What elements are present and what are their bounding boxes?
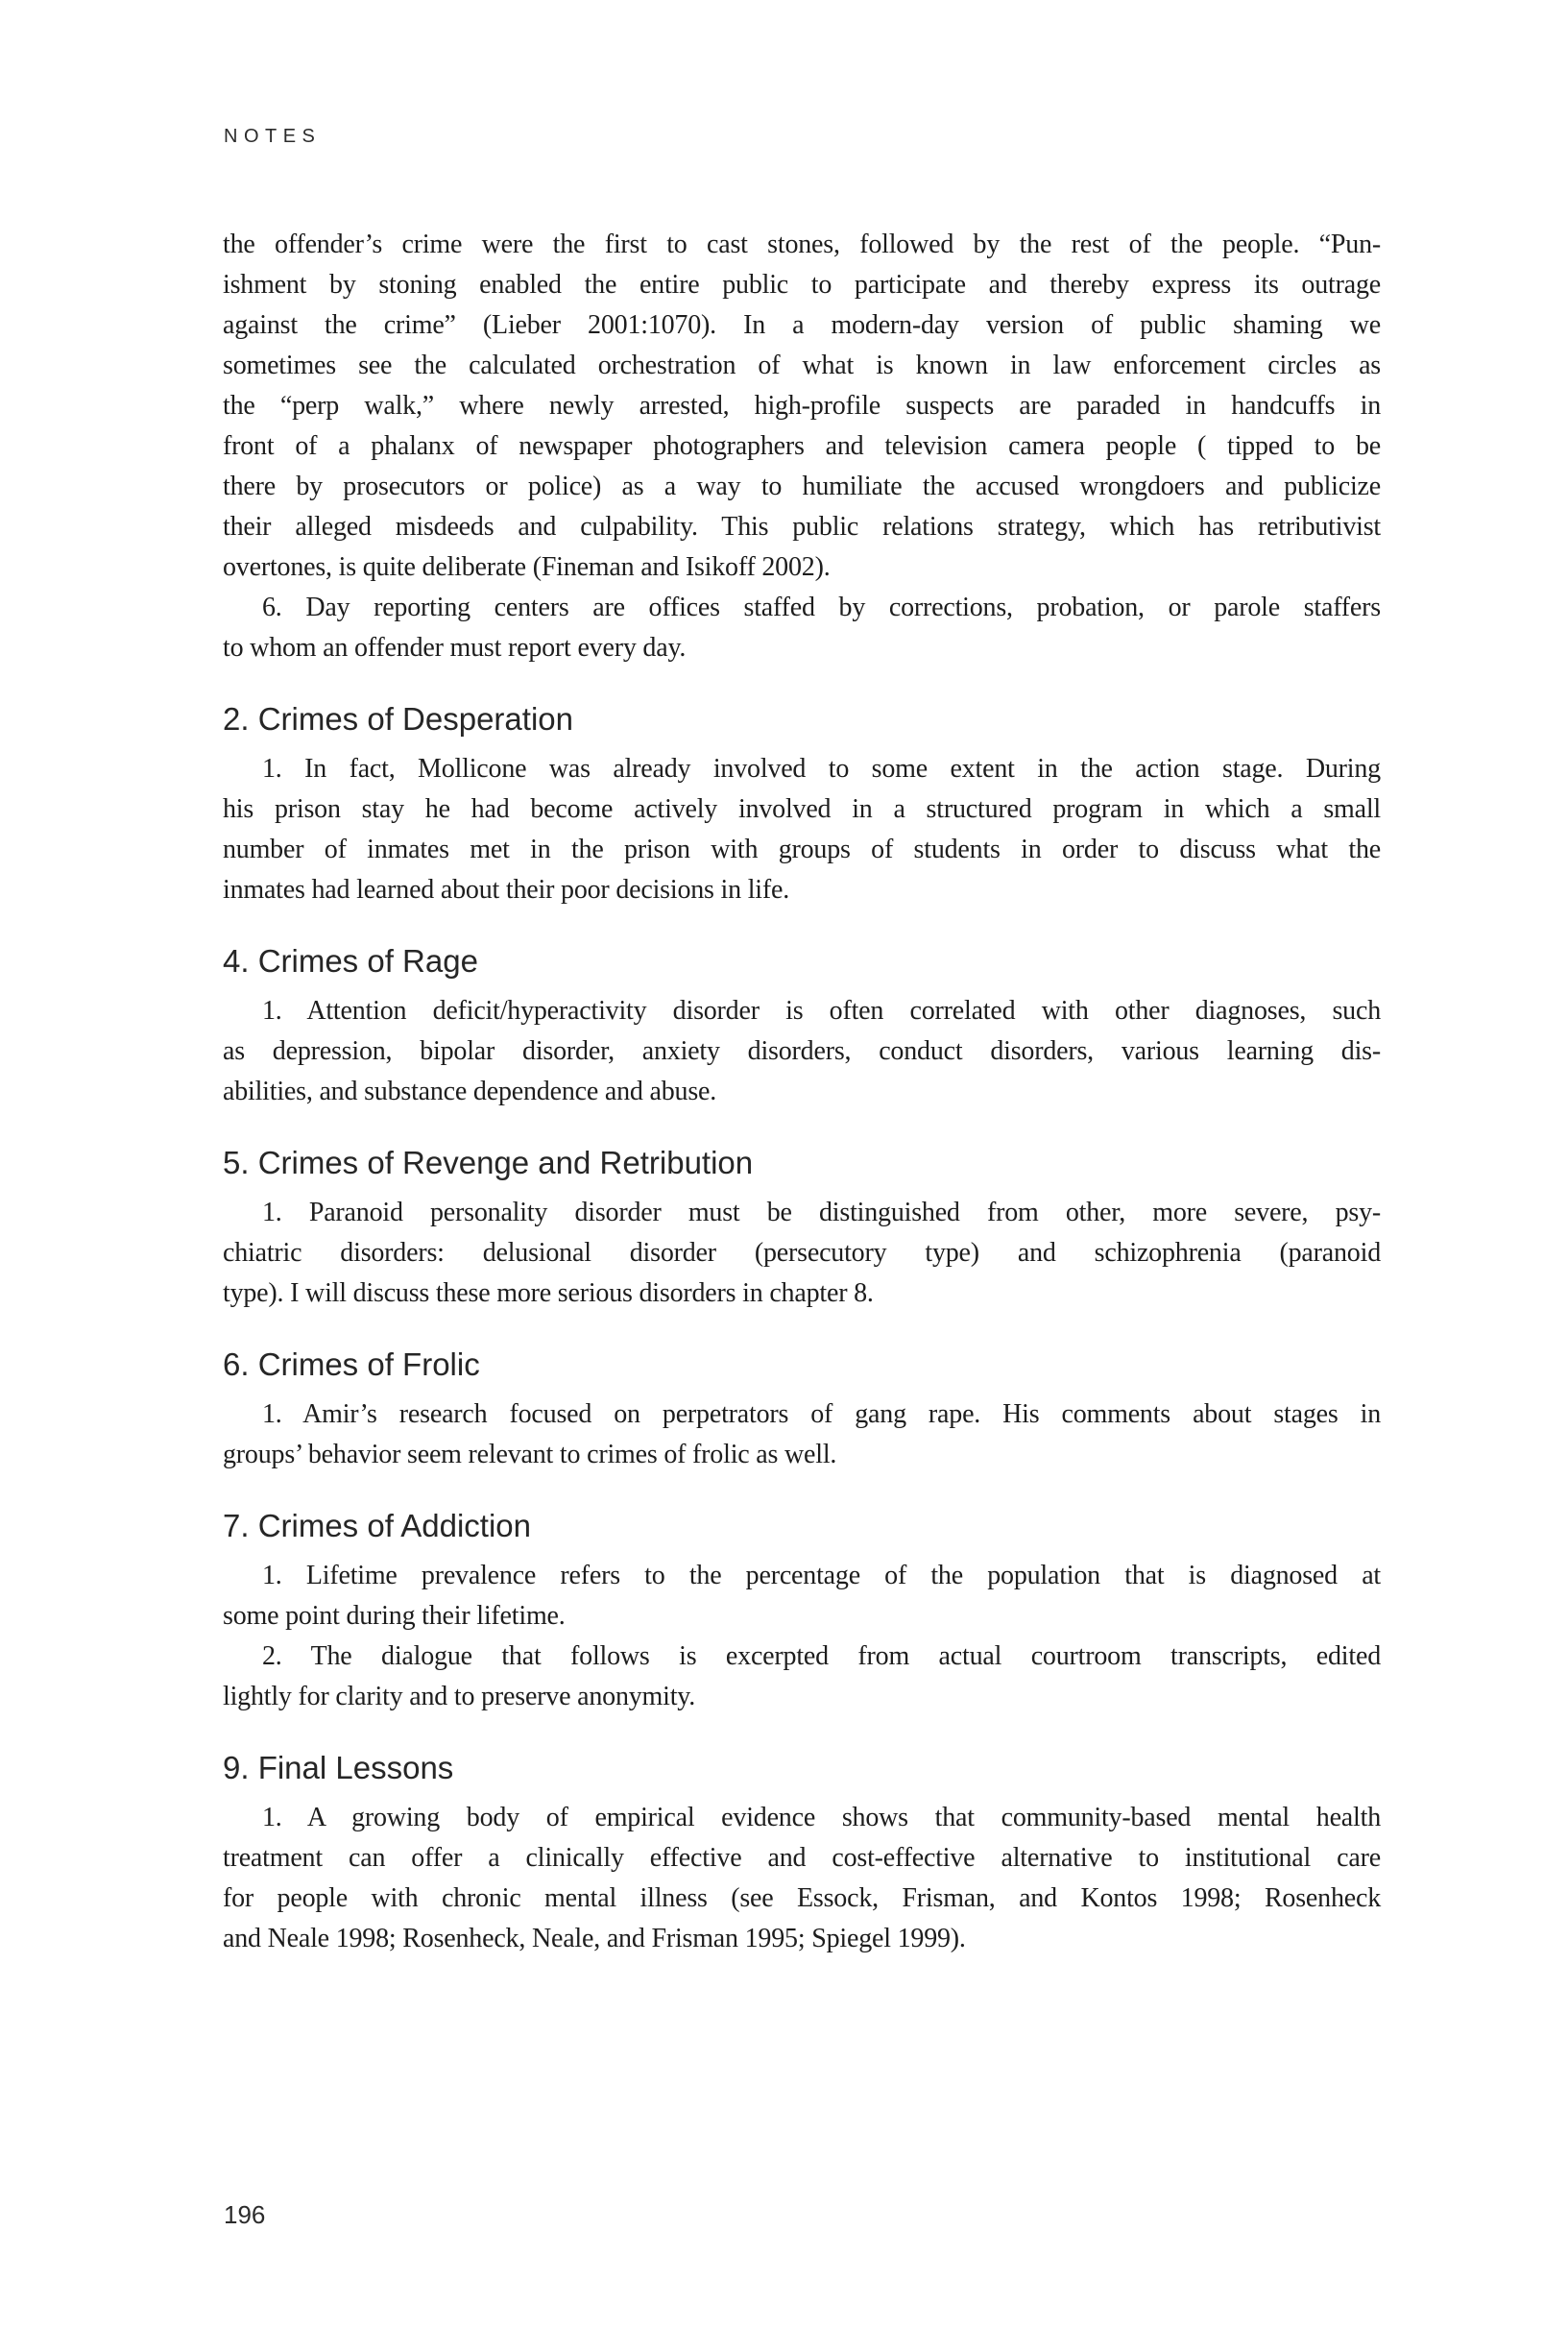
text-line: chiatric disorders: delusional disorder (persecutory type) and schizophrenia (paranoid (223, 1238, 1381, 1268)
text-line: 1. In fact, Mollicone was already involved to some extent in the action stage. During (262, 754, 1381, 784)
text-line: 2. The dialogue that follows is excerpted from actual courtroom transcripts, edited (262, 1641, 1381, 1671)
text-line: to whom an offender must report every day. (223, 633, 687, 663)
text-line: for people with chronic mental illness (see Essock, Frisman, and Kontos 1998; Rosenheck (223, 1883, 1381, 1913)
text-line: there by prosecutors or police) as a way to humiliate the accused wrongdoers and publicize (223, 472, 1381, 501)
note-paragraph (223, 1637, 1381, 1717)
text-line: treatment can offer a clinically effective and cost-effective alternative to institutional care (223, 1843, 1381, 1873)
page-number: 196 (224, 2200, 266, 2229)
notes-text-block (223, 225, 1381, 1959)
text-line: 1. A growing body of empirical evidence shows that community-based mental health (262, 1803, 1381, 1832)
text-line: 6. Day reporting centers are offices staffed by corrections, probation, or parole staffers (262, 593, 1381, 622)
text-line: lightly for clarity and to preserve anonymity. (223, 1682, 696, 1711)
text-line: as depression, bipolar disorder, anxiety disorders, conduct disorders, various learning dis- (223, 1036, 1381, 1066)
note-paragraph (223, 1193, 1381, 1314)
section-heading: 6. Crimes of Frolic (223, 1346, 480, 1382)
text-line: inmates had learned about their poor decisions in life. (223, 875, 790, 905)
text-line: 1. Paranoid personality disorder must be distinguished from other, more severe, psy- (262, 1198, 1381, 1227)
section-heading: 5. Crimes of Revenge and Retribution (223, 1145, 754, 1180)
section-heading: 2. Crimes of Desperation (223, 701, 573, 737)
text-line: against the crime” (Lieber 2001:1070). In a modern-day version of public shaming we (223, 310, 1381, 340)
note-paragraph (223, 1556, 1381, 1637)
text-line: the “perp walk,” where newly arrested, high-profile suspects are paraded in handcuffs in (223, 391, 1381, 421)
text-line: 1. Amir’s research focused on perpetrators of gang rape. His comments about stages in (262, 1399, 1381, 1429)
text-line: ishment by stoning enabled the entire public to participate and thereby express its outrage (223, 270, 1381, 300)
running-head: NOTES (224, 126, 322, 147)
text-line: number of inmates met in the prison with groups of students in order to discuss what the (223, 835, 1381, 864)
section-heading: 9. Final Lessons (223, 1750, 454, 1785)
text-line: groups’ behavior seem relevant to crimes of frolic as well. (223, 1440, 837, 1469)
section-heading: 7. Crimes of Addiction (223, 1508, 531, 1543)
text-line: his prison stay he had become actively involved in a structured program in which a small (223, 794, 1381, 824)
text-line: front of a phalanx of newspaper photographers and television camera people ( tipped to be (223, 431, 1381, 461)
note-paragraph (223, 588, 1381, 668)
text-line: their alleged misdeeds and culpability. This public relations strategy, which has retributivist (223, 512, 1381, 542)
note-paragraph (223, 225, 1381, 588)
note-paragraph (223, 1394, 1381, 1475)
text-line: abilities, and substance dependence and abuse. (223, 1077, 717, 1106)
note-paragraph (223, 1798, 1381, 1959)
section-heading: 4. Crimes of Rage (223, 943, 478, 979)
text-line: some point during their lifetime. (223, 1601, 566, 1631)
text-line: sometimes see the calculated orchestration of what is known in law enforcement circles as (223, 351, 1381, 380)
text-line: 1. Lifetime prevalence refers to the percentage of the population that is diagnosed at (262, 1561, 1381, 1590)
text-line: overtones, is quite deliberate (Fineman and Isikoff 2002). (223, 552, 831, 582)
note-paragraph (223, 991, 1381, 1112)
text-line: the offender’s crime were the first to cast stones, followed by the rest of the people. “Pun- (223, 230, 1381, 259)
note-paragraph (223, 749, 1381, 910)
text-line: and Neale 1998; Rosenheck, Neale, and Frisman 1995; Spiegel 1999). (223, 1924, 966, 1953)
text-line: 1. Attention deficit/hyperactivity disorder is often correlated with other diagnoses, such (262, 996, 1381, 1026)
text-line: type). I will discuss these more serious disorders in chapter 8. (223, 1278, 874, 1308)
